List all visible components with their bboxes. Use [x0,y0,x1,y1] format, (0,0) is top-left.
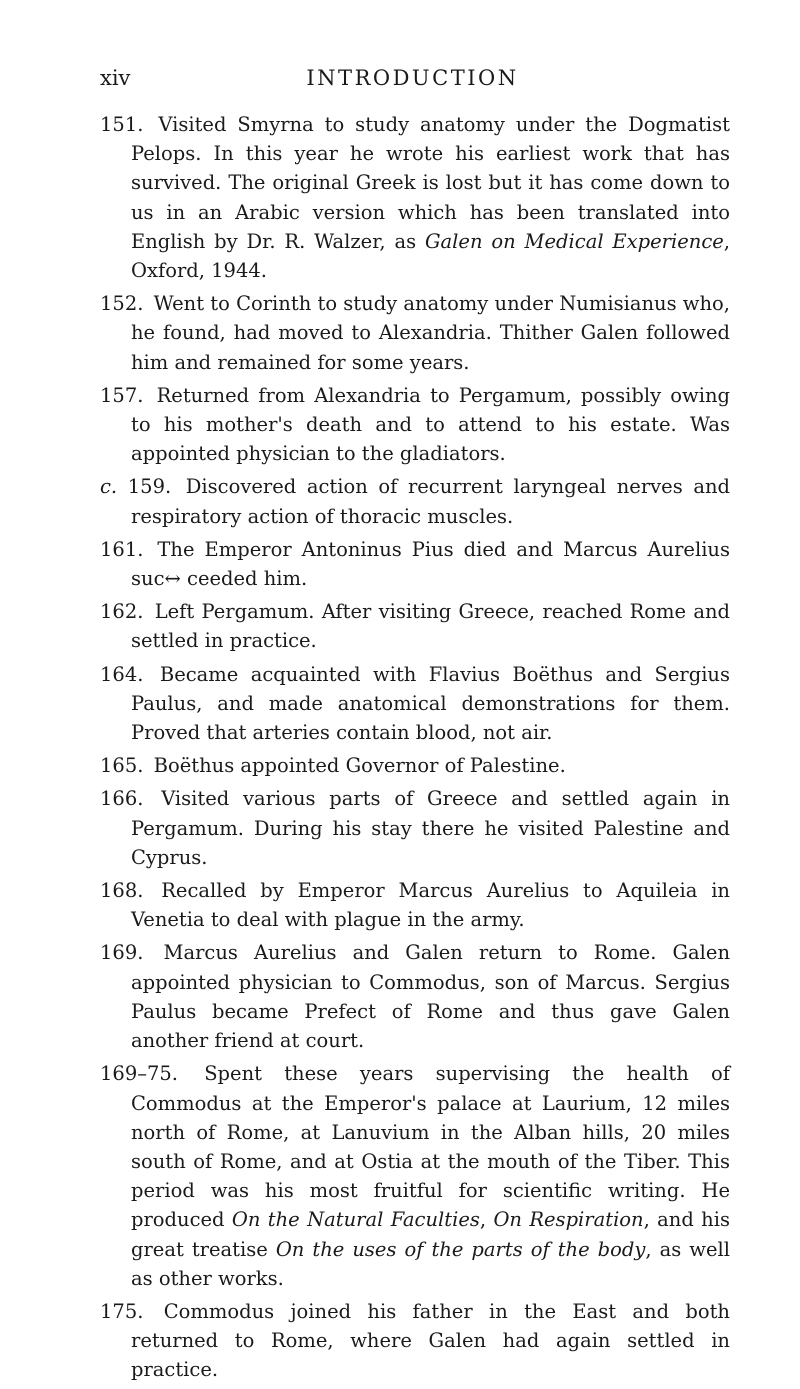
chronology-entry [100,938,730,1055]
entry-text: Returned from Alexandria to Pergamum, possibly owing to his mother's death and to attend to his estate. Was appointed physician to the gladiators. [131,383,731,466]
entry-year: 161. [100,537,144,561]
entry-year: 164. [100,662,144,686]
entry-text: Marcus Aurelius and Galen return to Rome. Galen appointed physician to Commodus, son of Marcus. Sergius Paulus became Prefect of Rome and thus gave Galen another friend at court. [131,941,730,1053]
entry-text: , Oxford, 1944. [131,229,730,283]
page-header [100,64,725,92]
chronology-entry [100,1297,730,1385]
page-number: xiv [100,66,131,90]
book-title: Galen on Medical Experience [424,229,724,253]
running-title: INTRODUCTION [306,66,519,90]
chronology-entry [100,289,730,377]
chronology-entry [100,597,730,655]
entry-year: 169. [100,941,144,965]
entry-year: 159. [127,475,172,499]
entry-year: 175. [100,1299,144,1323]
entry-year: 162. [100,600,144,624]
entry-year: 151. [100,113,144,136]
book-title: On the uses of the parts of the body [275,1237,646,1261]
chronology-entry [100,1059,730,1293]
circa-prefix: c. [100,475,118,499]
entry-text: Boëthus appointed Governor of Palestine. [153,754,566,778]
chronology-entry [100,784,730,872]
entry-year: 157. [100,383,144,407]
entry-year: 169–75. [100,1062,178,1086]
entry-text: Became acquainted with Flavius Boëthus and Sergius Paulus, and made anatomical demonstrations for them. Proved that arteries contain blood, not air. [131,662,730,745]
entry-text: Visited various parts of Greece and settled again in Pergamum. During his stay there he visited Palestine and Cyprus. [131,787,730,869]
chronology-entry [100,876,730,934]
entry-text: Recalled by Emperor Marcus Aurelius to Aquileia in Venetia to deal with plague in the army. [131,879,730,932]
chronology-entry [100,472,730,530]
entry-text: Commodus joined his father in the East and both returned to Rome, where Galen had again settled in practice. [131,1299,730,1382]
entry-text: Visited Smyrna to study anatomy under the Dogmatist Pelops. In this year he wrote his earliest work that has survived. The original Greek is lost but it has come down to us in an Arabic version which has been translated into English by Dr. R. Walzer, as [131,113,730,253]
entry-year: 165. [100,754,144,778]
entry-year: 152. [100,292,144,316]
entry-text: Went to Corinth to study anatomy under Numisianus who, he found, had moved to Alexandria. Thither Galen followed him and remained for some years. [131,292,730,374]
entry-text: Discovered action of recurrent laryngeal nerves and respiratory action of thoracic muscles. [131,475,731,528]
chronology-entry [100,110,730,285]
book-title: On the Natural Faculties [231,1208,480,1232]
entry-text: Spent these years supervising the health of Commodus at the Emperor's palace at Laurium, 12 miles north of Rome, at Lanuvium in the Alban hills, 20 miles south of Rome, and at Ostia at the mouth of the Tiber. This period was his most fruitful for scientific writing. He produced [131,1062,730,1232]
chronology-entry [100,381,730,469]
chronology-list [100,110,730,1389]
entry-year: 168. [100,879,144,903]
entry-text: , [479,1208,487,1232]
entry-text: , and his great treatise [131,1208,730,1261]
entry-year: 166. [100,787,144,811]
entry-text: , as well as other works. [131,1237,730,1290]
chronology-entry [100,751,730,780]
chronology-entry [100,535,730,593]
book-title: On Respiration [493,1208,644,1232]
entry-text: The Emperor Antoninus Pius died and Marcus Aurelius suc↔ ceeded him. [131,537,730,591]
entry-text: Left Pergamum. After visiting Greece, reached Rome and settled in practice. [131,600,730,653]
chronology-entry [100,660,730,748]
